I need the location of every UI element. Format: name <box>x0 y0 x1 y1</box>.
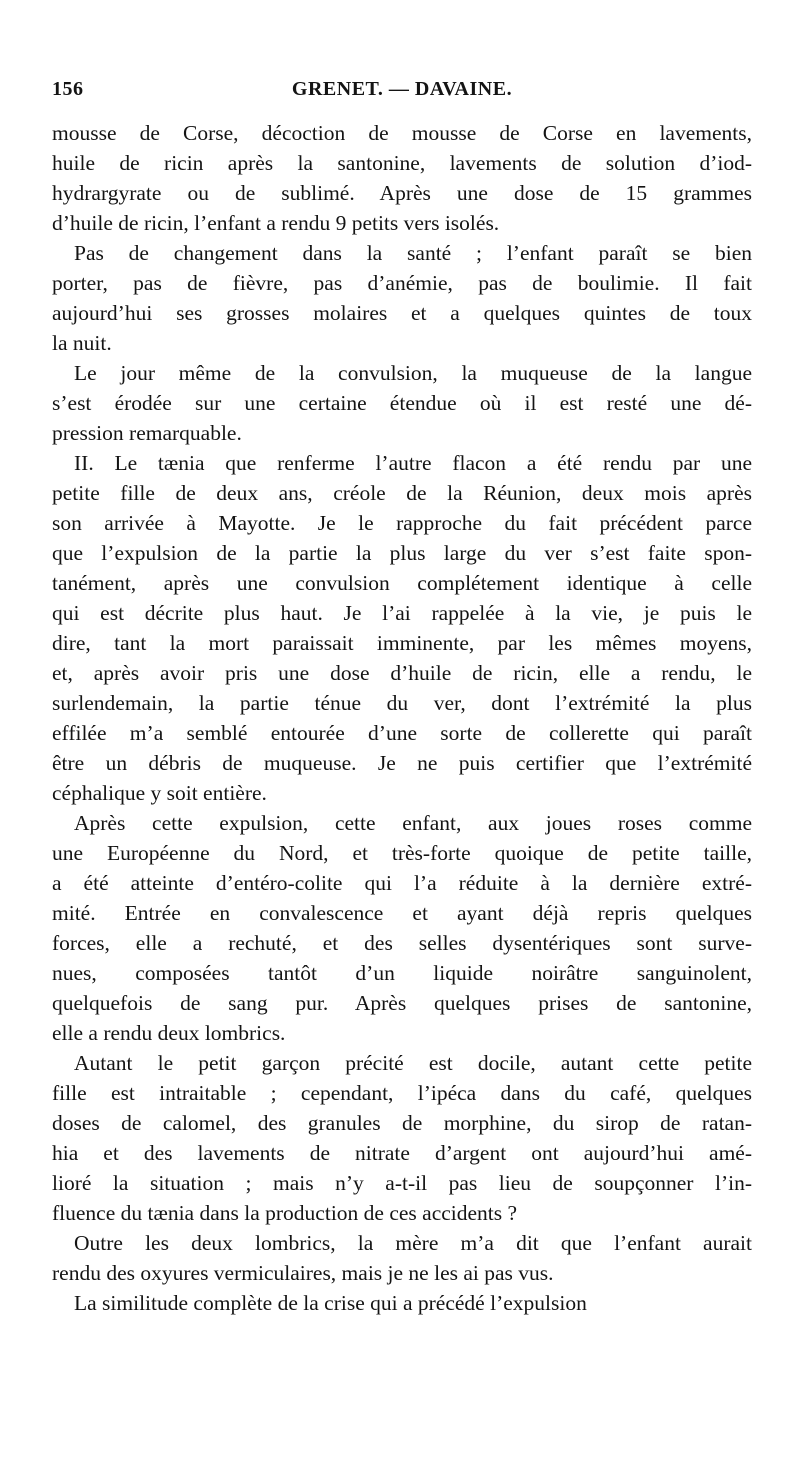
text-line: fluence du tænia dans la production de ces accidents ? <box>52 1201 518 1225</box>
text-line: effilée m’a semblé entourée d’une sorte de collerette qui paraît <box>52 721 752 745</box>
text-line: Après cette expulsion, cette enfant, aux joues roses comme <box>74 811 752 835</box>
text-line: et, après avoir pris une dose d’huile de ricin, elle a rendu, le <box>52 661 752 685</box>
text-line: son arrivée à Mayotte. Je le rapproche du fait précédent parce <box>52 511 752 535</box>
running-title: GRENET. — DAVAINE. <box>291 78 513 100</box>
text-line: qui est décrite plus haut. Je l’ai rappelée à la vie, je puis le <box>52 601 752 625</box>
text-line: surlendemain, la partie ténue du ver, dont l’extrémité la plus <box>52 691 752 715</box>
text-line: céphalique y soit entière. <box>52 781 267 805</box>
text-line: hydrargyrate ou de sublimé. Après une dose de 15 grammes <box>52 181 752 205</box>
text-line: II. Le tænia que renferme l’autre flacon a été rendu par une <box>74 451 752 475</box>
text-line: une Européenne du Nord, et très-forte quoique de petite taille, <box>52 841 752 865</box>
text-line: tanément, après une convulsion complétement identique à celle <box>52 571 752 595</box>
text-line: a été atteinte d’entéro-colite qui l’a réduite à la dernière extré- <box>52 871 752 895</box>
text-line: petite fille de deux ans, créole de la Réunion, deux mois après <box>52 481 752 505</box>
page-number: 156 <box>52 78 84 100</box>
text-line: la nuit. <box>52 331 112 355</box>
text-line: mité. Entrée en convalescence et ayant déjà repris quelques <box>52 901 752 925</box>
text-line: que l’expulsion de la partie la plus large du ver s’est faite spon- <box>52 541 752 565</box>
text-line: La similitude complète de la crise qui a précédé l’expulsion <box>74 1291 587 1315</box>
text-line: porter, pas de fièvre, pas d’anémie, pas de boulimie. Il fait <box>52 271 752 295</box>
text-line: elle a rendu deux lombrics. <box>52 1021 286 1045</box>
running-header <box>52 78 752 104</box>
text-line: Outre les deux lombrics, la mère m’a dit que l’enfant aurait <box>74 1231 752 1255</box>
text-line: aujourd’hui ses grosses molaires et a quelques quintes de toux <box>52 301 752 325</box>
text-line: Pas de changement dans la santé ; l’enfant paraît se bien <box>74 241 752 265</box>
text-line: nues, composées tantôt d’un liquide noirâtre sanguinolent, <box>52 961 752 985</box>
text-line: rendu des oxyures vermiculaires, mais je ne les ai pas vus. <box>52 1261 554 1285</box>
text-line: mousse de Corse, décoction de mousse de Corse en lavements, <box>52 121 752 145</box>
text-line: huile de ricin après la santonine, lavements de solution d’iod- <box>52 151 752 175</box>
text-line: hia et des lavements de nitrate d’argent ont aujourd’hui amé- <box>52 1141 752 1165</box>
text-line: Le jour même de la convulsion, la muqueuse de la langue <box>74 361 752 385</box>
text-line: pression remarquable. <box>52 421 242 445</box>
text-line: quelquefois de sang pur. Après quelques prises de santonine, <box>52 991 752 1015</box>
text-line: être un débris de muqueuse. Je ne puis certifier que l’extrémité <box>52 751 752 775</box>
text-line: dire, tant la mort paraissait imminente, par les mêmes moyens, <box>52 631 752 655</box>
text-line: fille est intraitable ; cependant, l’ipéca dans du café, quelques <box>52 1081 752 1105</box>
text-line: doses de calomel, des granules de morphine, du sirop de ratan- <box>52 1111 752 1135</box>
text-line: d’huile de ricin, l’enfant a rendu 9 petits vers isolés. <box>52 211 500 235</box>
text-line: s’est érodée sur une certaine étendue où il est resté une dé- <box>52 391 752 415</box>
text-line: lioré la situation ; mais n’y a-t-il pas lieu de soupçonner l’in- <box>52 1171 752 1195</box>
text-line: Autant le petit garçon précité est docile, autant cette petite <box>74 1051 752 1075</box>
text-line: forces, elle a rechuté, et des selles dysentériques sont surve- <box>52 931 752 955</box>
body-text <box>52 118 752 1318</box>
